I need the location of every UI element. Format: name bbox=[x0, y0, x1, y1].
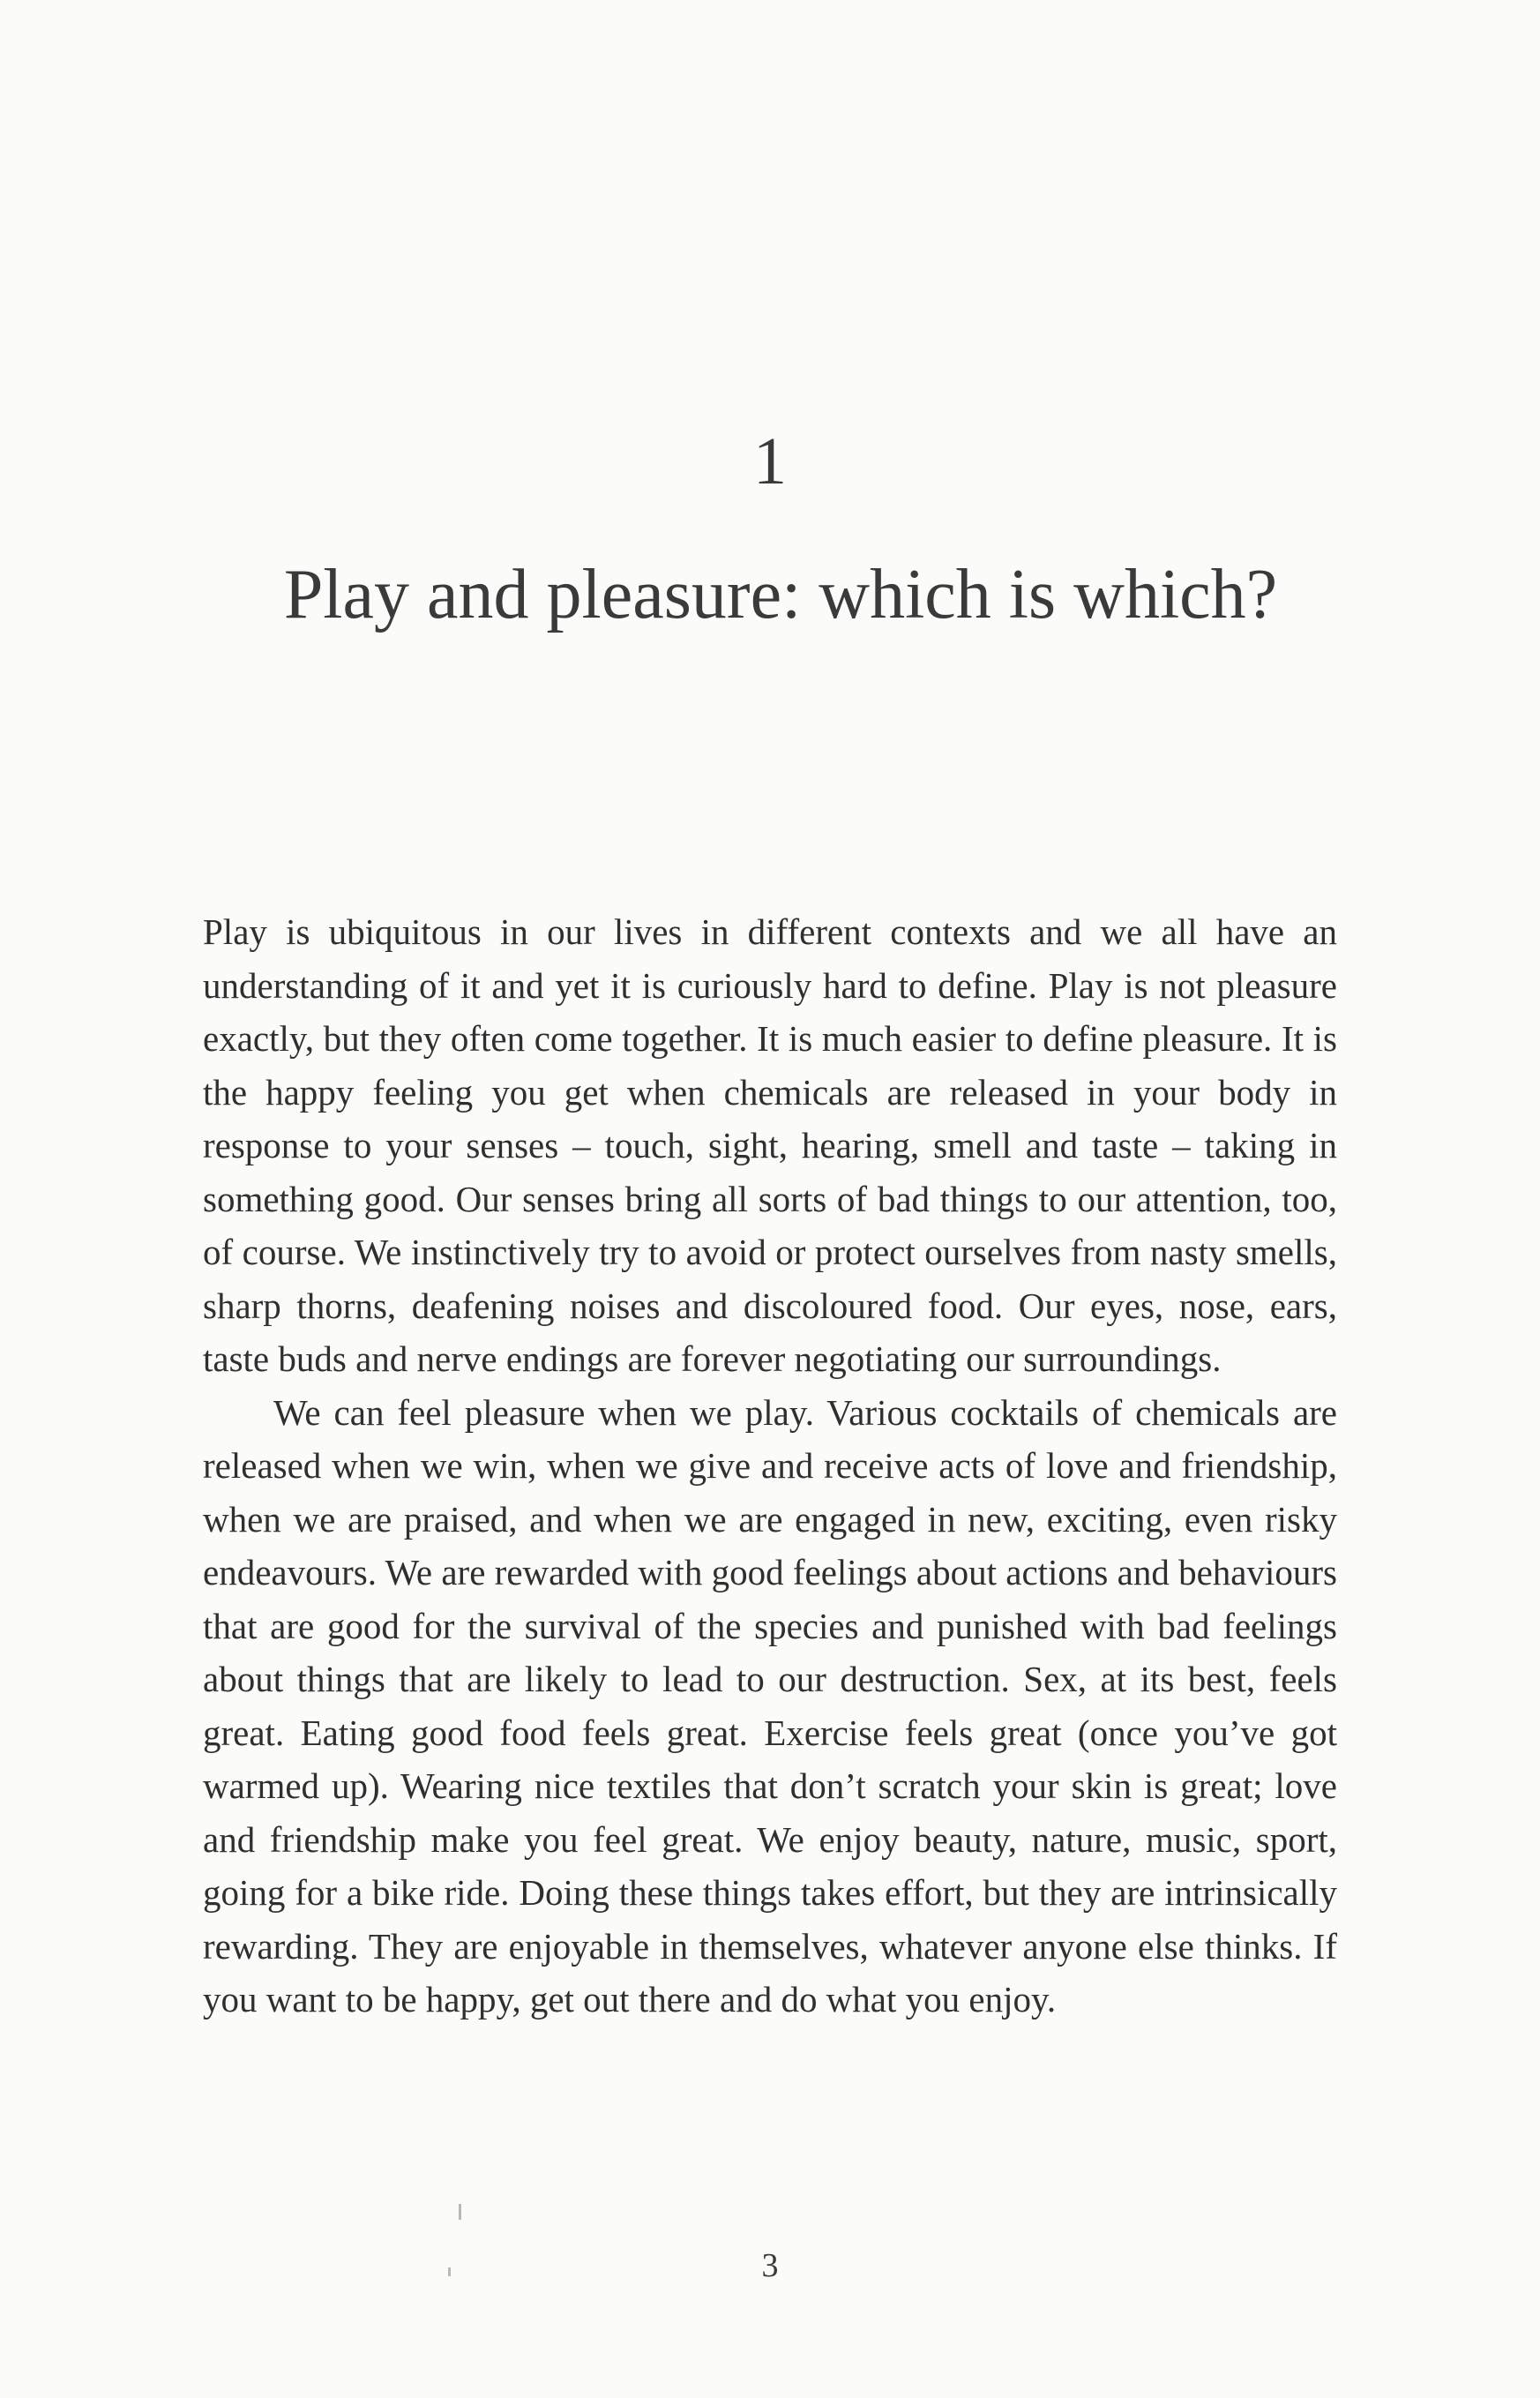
chapter-title: Play and pleasure: which is which? bbox=[283, 556, 1278, 633]
page-number: 3 bbox=[761, 2247, 779, 2284]
body-text bbox=[203, 905, 1337, 2027]
chapter-number: 1 bbox=[753, 424, 787, 498]
scan-speck-mark bbox=[459, 2204, 461, 2220]
paragraph-1: Play is ubiquitous in our lives in different contexts and we all have an understanding of it and yet it is curiously hard to define. Play is not pleasure exactly, but they often come together. It is much easier to define pleasure. It is the happy feeling you get when chemicals are released in your body in response to your senses – touch, sight, hearing, smell and taste – taking in something good. Our senses bring all sorts of bad things to our attention, too, of course. We instinctively try to avoid or protect ourselves from nasty smells, sharp thorns, deafening noises and discoloured food. Our eyes, nose, ears, taste buds and nerve endings are forever negotiating our surroundings. bbox=[203, 911, 1337, 1379]
paragraph-2: We can feel pleasure when we play. Various cocktails of chemicals are released when we win, when we give and receive acts of love and friendship, when we are praised, and when we are engaged in new, exciting, even risky endeavours. We are rewarded with good feelings about actions and behaviours that are good for the survival of the species and punished with bad feelings about things that are likely to lead to our destruction. Sex, at its best, feels great. Eating good food feels great. Exercise feels great (once you’ve got warmed up). Wearing nice textiles that don’t scratch your skin is great; love and friendship make you feel great. We enjoy beauty, nature, music, sport, going for a bike ride. Doing these things takes effort, but they are intrinsically rewarding. They are enjoyable in themselves, whatever anyone else thinks. If you want to be happy, get out there and do what you enjoy. bbox=[203, 1391, 1337, 2020]
